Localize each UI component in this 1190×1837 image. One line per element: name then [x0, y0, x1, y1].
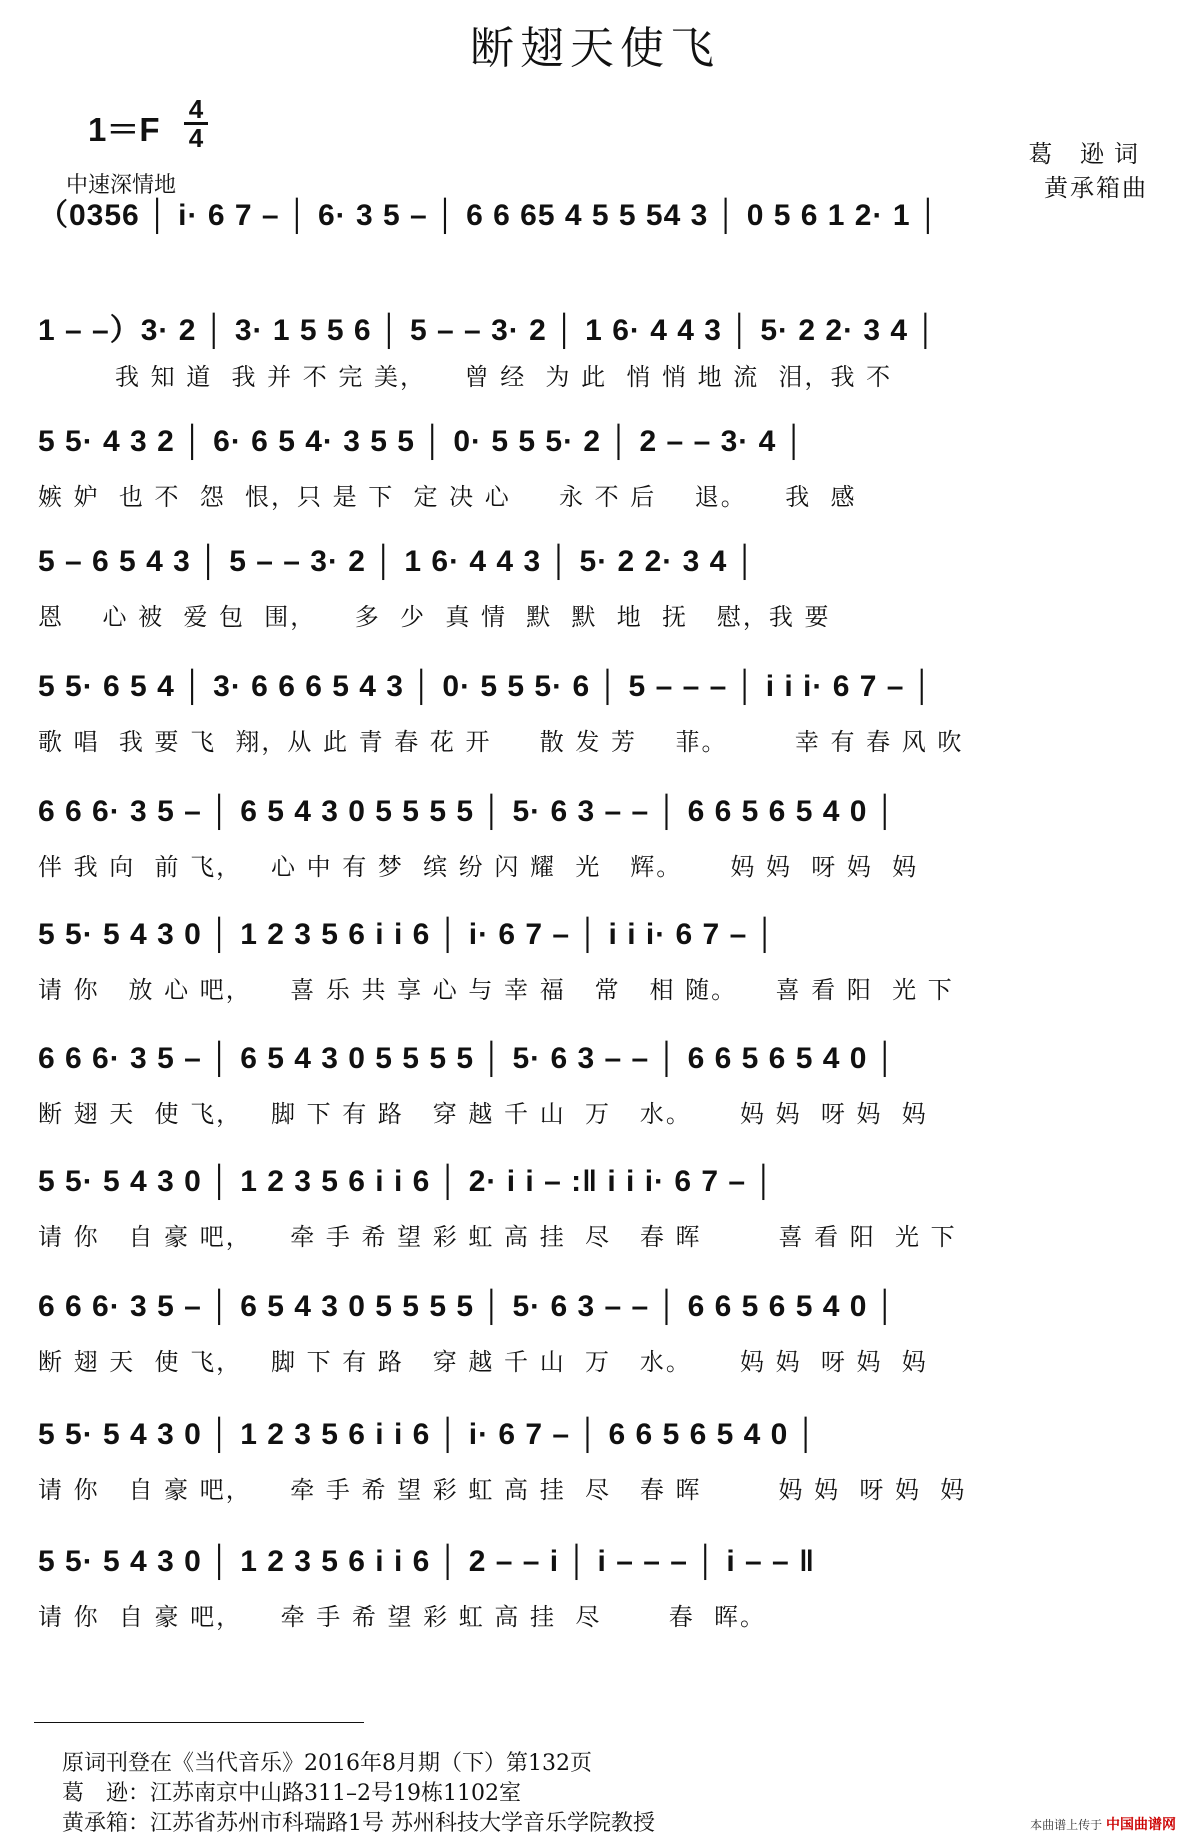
- lyrics-row: 请 你 自 豪 吧， 牵 手 希 望 彩 虹 高 挂 尽 春 晖 喜 看 阳 光 下: [38, 1223, 957, 1251]
- watermark-prefix: 本曲谱上传于: [1030, 1818, 1103, 1832]
- lyrics-row: 断 翅 天 使 飞， 脚 下 有 路 穿 越 千 山 万 水。 妈 妈 呀 妈 妈: [38, 1348, 928, 1376]
- time-denominator: 4: [188, 123, 204, 153]
- notes-row: 6 6 6· 3 5 – │ 6 5 4 3 0 5 5 5 5 │ 5· 6 3 – – │ 6 6 5 6 5 4 0 │: [38, 1290, 897, 1323]
- system-6: [0, 795, 1190, 915]
- system-5: [0, 670, 1190, 790]
- notes-row: 5 5· 4 3 2 │ 6· 6 5 4· 3 5 5 │ 0· 5 5 5· 2 │ 2 – – 3· 4 │: [38, 425, 806, 458]
- notes-row: 5 5· 5 4 3 0 │ 1 2 3 5 6 i i 6 │ i· 6 7 – │ i i i· 6 7 – │: [38, 918, 777, 951]
- notes-row: 5 5· 5 4 3 0 │ 1 2 3 5 6 i i 6 │ i· 6 7 – │ 6 6 5 6 5 4 0 │: [38, 1418, 818, 1451]
- lyrics-row: 断 翅 天 使 飞， 脚 下 有 路 穿 越 千 山 万 水。 妈 妈 呀 妈 妈: [38, 1100, 928, 1128]
- lyrics-row: 请 你 放 心 吧， 喜 乐 共 享 心 与 幸 福 常 相 随。 喜 看 阳 光 下: [38, 976, 954, 1004]
- footnote-composer-address: 黄承箱：江苏省苏州市科瑞路1号 苏州科技大学音乐学院教授: [62, 1811, 655, 1836]
- song-title: 断翅天使飞: [470, 23, 720, 74]
- system-7: [0, 918, 1190, 1038]
- system-3: [0, 425, 1190, 545]
- footnote-divider: [34, 1722, 364, 1723]
- system-12: [0, 1545, 1190, 1665]
- key-signature: 1＝F: [88, 111, 160, 148]
- composer-credit: 黄承箱曲: [1044, 174, 1148, 202]
- notes-row: 5 5· 5 4 3 0 │ 1 2 3 5 6 i i 6 │ 2 – – i │ i – – – │ i – – ‖: [38, 1545, 815, 1578]
- lyrics-row: 我 知 道 我 并 不 完 美， 曾 经 为 此 悄 悄 地 流 泪，我 不: [38, 363, 893, 391]
- time-signature: [182, 96, 210, 151]
- system-10: [0, 1290, 1190, 1410]
- watermark-brand: 中国曲谱网: [1106, 1817, 1176, 1833]
- system-9: [0, 1165, 1190, 1285]
- notes-row: 1 – –）3· 2 │ 3· 1 5 5 6 │ 5 – – 3· 2 │ 1 6· 4 4 3 │ 5· 2 2· 3 4 │: [38, 314, 938, 347]
- tempo-marking: 中速深情地: [66, 173, 177, 198]
- watermark: [1030, 1814, 1176, 1834]
- notes-row: 6 6 6· 3 5 – │ 6 5 4 3 0 5 5 5 5 │ 5· 6 3 – – │ 6 6 5 6 5 4 0 │: [38, 1042, 897, 1075]
- lyrics-row: 请 你 自 豪 吧， 牵 手 希 望 彩 虹 高 挂 尽 春 晖 妈 妈 呀 妈 妈: [38, 1476, 967, 1504]
- lyrics-row: 请 你 自 豪 吧， 牵 手 希 望 彩 虹 高 挂 尽 春 晖。: [38, 1603, 766, 1631]
- footnote-source: 原词刊登在《当代音乐》2016年8月期（下）第132页: [62, 1751, 592, 1776]
- system-1: [0, 190, 1190, 310]
- lyricist-credit: 葛 逊词: [1028, 140, 1148, 168]
- system-4: [0, 545, 1190, 665]
- notes-row: 6 6 6· 3 5 – │ 6 5 4 3 0 5 5 5 5 │ 5· 6 3 – – │ 6 6 5 6 5 4 0 │: [38, 795, 897, 828]
- notes-row: 5 – 6 5 4 3 │ 5 – – 3· 2 │ 1 6· 4 4 3 │ 5· 2 2· 3 4 │: [38, 545, 757, 578]
- notes-row: 5 5· 5 4 3 0 │ 1 2 3 5 6 i i 6 │ 2· i i – :‖ i i i· 6 7 – │: [38, 1165, 776, 1198]
- system-8: [0, 1042, 1190, 1162]
- lyrics-row: 恩 心 被 爱 包 围， 多 少 真 情 默 默 地 抚 慰，我 要: [38, 603, 831, 631]
- notes-row: 5 5· 6 5 4 │ 3· 6 6 6 5 4 3 │ 0· 5 5 5· 6 │ 5 – – – │ i i i· 6 7 – │: [38, 670, 934, 703]
- system-11: [0, 1418, 1190, 1538]
- footnote-lyricist-address: 葛 逊：江苏南京中山路311–2号19栋1102室: [62, 1781, 521, 1806]
- notes-row: （0356 │ i· 6 7 – │ 6· 3 5 – │ 6 6 65 4 5 5 54 3 │ 0 5 6 1 2· 1 │: [38, 199, 940, 232]
- lyrics-row: 伴 我 向 前 飞， 心 中 有 梦 缤 纷 闪 耀 光 辉。 妈 妈 呀 妈 妈: [38, 853, 919, 881]
- lyrics-row: 嫉 妒 也 不 怨 恨，只 是 下 定 决 心 永 不 后 退。 我 感: [38, 483, 857, 511]
- lyrics-row: 歌 唱 我 要 飞 翔，从 此 青 春 花 开 散 发 芳 菲。 幸 有 春 风 吹: [38, 728, 964, 756]
- system-2: [0, 305, 1190, 425]
- time-numerator: 4: [188, 94, 204, 124]
